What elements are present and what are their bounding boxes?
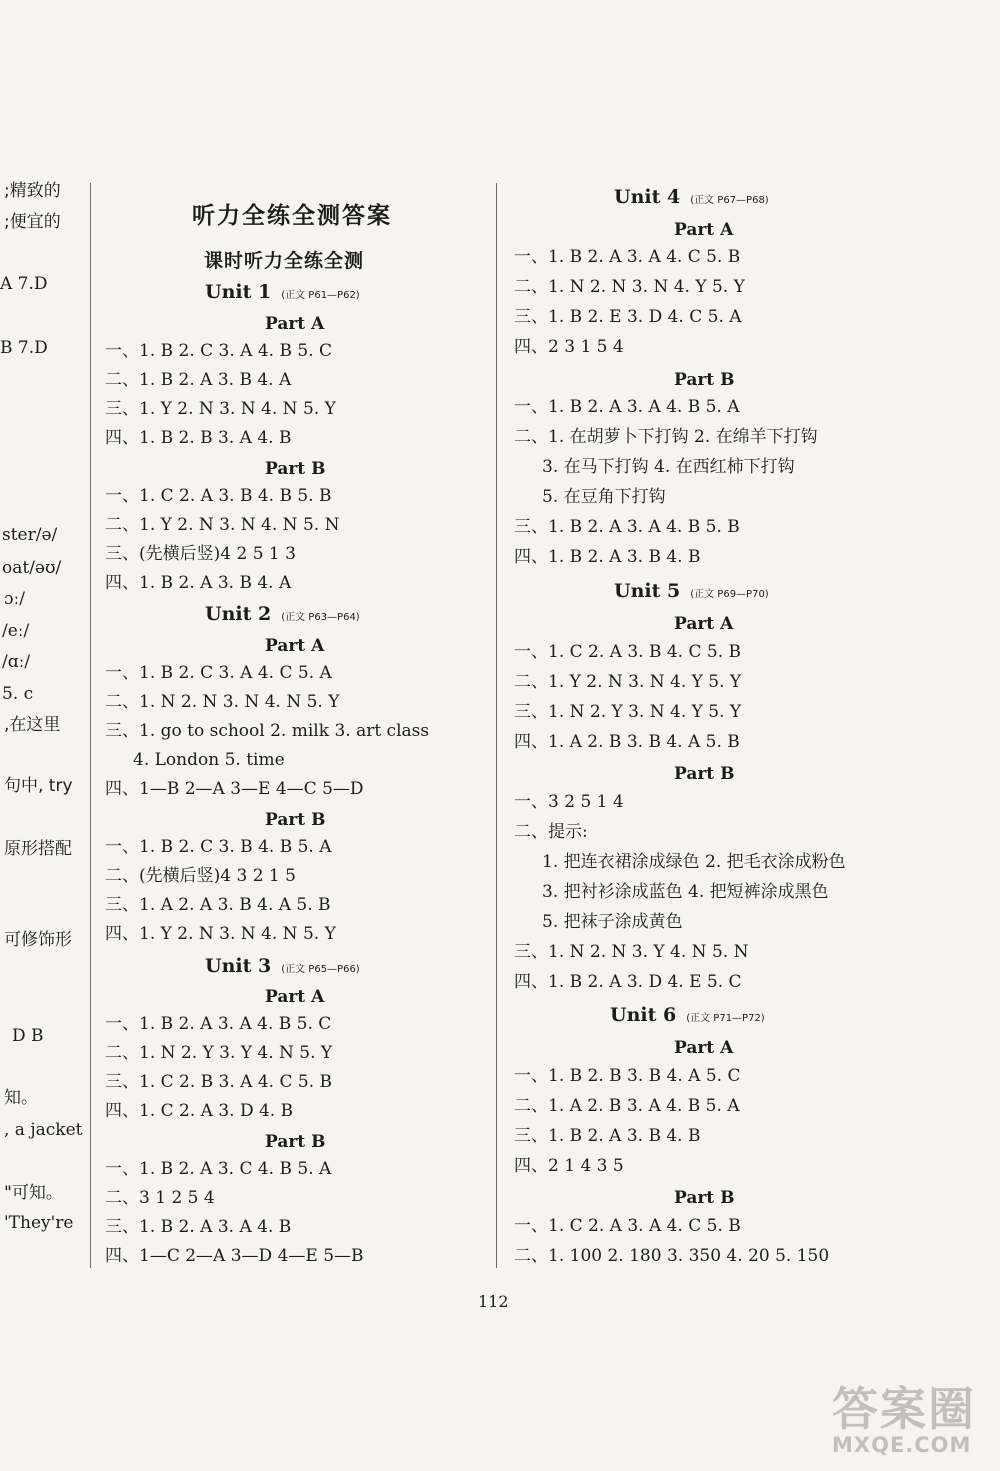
answer-line: 二、1. 100 2. 180 3. 350 4. 20 5. 150	[514, 1246, 830, 1266]
answer-line: 四、2 3 1 5 4	[514, 337, 624, 357]
answer-line: 4. London 5. time	[133, 750, 285, 770]
fragment: ;精致的	[4, 181, 61, 201]
answer-line: 四、1. B 2. A 3. B 4. A	[105, 573, 292, 593]
answer-line: 二、1. Y 2. N 3. N 4. N 5. N	[105, 515, 340, 535]
answer-line: 一、1. B 2. A 3. A 4. B 5. A	[514, 397, 740, 417]
answer-line: 一、1. B 2. A 3. C 4. B 5. A	[105, 1159, 332, 1179]
column-divider	[496, 183, 497, 1268]
part-heading: Part A	[265, 314, 325, 334]
part-heading: Part B	[265, 1132, 326, 1152]
answer-line: 三、(先横后竖)4 2 5 1 3	[105, 544, 296, 564]
unit-heading: Unit 4 (正文 P67—P68)	[614, 186, 769, 208]
answer-line: 三、1. B 2. A 3. A 4. B	[105, 1217, 292, 1237]
fragment: ;便宜的	[4, 212, 61, 232]
fragment: 原形搭配	[4, 839, 72, 859]
answer-line: 一、1. B 2. A 3. A 4. C 5. B	[514, 247, 741, 267]
answer-line: 三、1. B 2. A 3. B 4. B	[514, 1126, 701, 1146]
answer-line: 二、1. A 2. B 3. A 4. B 5. A	[514, 1096, 740, 1116]
fragment: ,在这里	[4, 715, 61, 735]
column-divider	[90, 183, 91, 1268]
page-reference: (正文 P63—P64)	[281, 612, 360, 623]
answer-line: 一、1. B 2. C 3. A 4. B 5. C	[105, 341, 333, 361]
answer-line: 1. 把连衣裙涂成绿色 2. 把毛衣涂成粉色	[542, 852, 846, 872]
answer-line: 二、1. Y 2. N 3. N 4. Y 5. Y	[514, 672, 742, 692]
answer-line: 一、1. B 2. B 3. B 4. A 5. C	[514, 1066, 741, 1086]
watermark-logo: 答案圈	[832, 1382, 976, 1436]
fragment: 知。	[4, 1088, 38, 1108]
fragment: 句中, try	[4, 776, 73, 796]
answer-line: 二、1. N 2. N 3. N 4. Y 5. Y	[514, 277, 745, 297]
answer-line: 二、提示:	[514, 822, 588, 842]
unit-heading: Unit 2 (正文 P63—P64)	[205, 603, 360, 625]
answer-line: 一、1. B 2. C 3. A 4. C 5. A	[105, 663, 332, 683]
answer-line: 四、1. Y 2. N 3. N 4. N 5. Y	[105, 924, 336, 944]
answer-line: 三、1. Y 2. N 3. N 4. N 5. Y	[105, 399, 336, 419]
answer-line: 三、1. B 2. A 3. A 4. B 5. B	[514, 517, 740, 537]
fragment: /eː/	[2, 621, 30, 641]
unit-heading: Unit 6 (正文 P71—P72)	[610, 1004, 765, 1026]
answer-line: 二、3 1 2 5 4	[105, 1188, 215, 1208]
part-heading: Part B	[265, 810, 326, 830]
answer-line: 四、1. B 2. B 3. A 4. B	[105, 428, 292, 448]
fragment: 'They're	[4, 1213, 74, 1233]
answer-line: 5. 把袜子涂成黄色	[542, 912, 683, 932]
answer-line: 一、1. C 2. A 3. B 4. B 5. B	[105, 486, 332, 506]
unit-heading: Unit 1 (正文 P61—P62)	[205, 281, 360, 303]
fragment: B 7.D	[0, 338, 48, 358]
answer-line: 3. 把衬衫涂成蓝色 4. 把短裤涂成黑色	[542, 882, 829, 902]
unit-heading: Unit 5 (正文 P69—P70)	[614, 580, 769, 602]
answer-line: 一、1. C 2. A 3. B 4. C 5. B	[514, 642, 742, 662]
answer-line: 一、3 2 5 1 4	[514, 792, 624, 812]
fragment: 可修饰形	[4, 930, 72, 950]
part-heading: Part A	[265, 987, 325, 1007]
page-reference: (正文 P67—P68)	[690, 195, 769, 206]
watermark-url: MXQE.COM	[832, 1433, 972, 1457]
answer-line: 三、1. go to school 2. milk 3. art class	[105, 721, 430, 741]
answer-line: 四、1. C 2. A 3. D 4. B	[105, 1101, 294, 1121]
part-heading: Part A	[265, 636, 325, 656]
fragment: A 7.D	[0, 274, 48, 294]
answer-line: 四、1. A 2. B 3. B 4. A 5. B	[514, 732, 740, 752]
answer-line: 二、(先横后竖)4 3 2 1 5	[105, 866, 296, 886]
page-reference: (正文 P71—P72)	[686, 1013, 765, 1024]
answer-line: 二、1. N 2. Y 3. Y 4. N 5. Y	[105, 1043, 333, 1063]
fragment: , a jacket	[4, 1120, 83, 1140]
answer-line: 四、2 1 4 3 5	[514, 1156, 624, 1176]
answer-line: 二、1. N 2. N 3. N 4. N 5. Y	[105, 692, 340, 712]
answer-line: 二、1. B 2. A 3. B 4. A	[105, 370, 292, 390]
answer-line: 三、1. C 2. B 3. A 4. C 5. B	[105, 1072, 333, 1092]
answer-line: 三、1. N 2. N 3. Y 4. N 5. N	[514, 942, 749, 962]
part-heading: Part B	[265, 459, 326, 479]
fragment: 5. c	[2, 684, 34, 704]
answer-line: 三、1. A 2. A 3. B 4. A 5. B	[105, 895, 331, 915]
answer-line: 四、1. B 2. A 3. B 4. B	[514, 547, 701, 567]
answer-line: 三、1. N 2. Y 3. N 4. Y 5. Y	[514, 702, 742, 722]
fragment: ɔː/	[4, 589, 25, 609]
answer-line: 四、1. B 2. A 3. D 4. E 5. C	[514, 972, 742, 992]
fragment: D B	[12, 1026, 44, 1046]
page-reference: (正文 P69—P70)	[690, 589, 769, 600]
page-number: 112	[478, 1292, 509, 1311]
part-heading: Part A	[674, 614, 734, 634]
unit-heading: Unit 3 (正文 P65—P66)	[205, 955, 360, 977]
answer-line: 5. 在豆角下打钩	[542, 487, 666, 507]
answer-line: 二、1. 在胡萝卜下打钩 2. 在绵羊下打钩	[514, 427, 818, 447]
page-reference: (正文 P65—P66)	[281, 964, 360, 975]
part-heading: Part B	[674, 764, 735, 784]
answer-line: 一、1. B 2. A 3. A 4. B 5. C	[105, 1014, 332, 1034]
part-heading: Part B	[674, 1188, 735, 1208]
answer-line: 四、1—C 2—A 3—D 4—E 5—B	[105, 1246, 364, 1266]
part-heading: Part B	[674, 370, 735, 390]
answer-line: 三、1. B 2. E 3. D 4. C 5. A	[514, 307, 742, 327]
part-heading: Part A	[674, 1038, 734, 1058]
answer-line: 一、1. B 2. C 3. B 4. B 5. A	[105, 837, 332, 857]
answer-line: 3. 在马下打钩 4. 在西红柿下打钩	[542, 457, 795, 477]
fragment: "可知。	[4, 1183, 63, 1203]
fragment: ster/ə/	[2, 525, 58, 545]
fragment: oat/əʊ/	[2, 558, 62, 578]
section-subtitle: 课时听力全练全测	[204, 250, 365, 272]
part-heading: Part A	[674, 220, 734, 240]
answer-line: 四、1—B 2—A 3—E 4—C 5—D	[105, 779, 364, 799]
page-title: 听力全练全测答案	[192, 203, 392, 229]
answer-line: 一、1. C 2. A 3. A 4. C 5. B	[514, 1216, 741, 1236]
fragment: /ɑː/	[2, 652, 31, 672]
page-reference: (正文 P61—P62)	[281, 290, 360, 301]
